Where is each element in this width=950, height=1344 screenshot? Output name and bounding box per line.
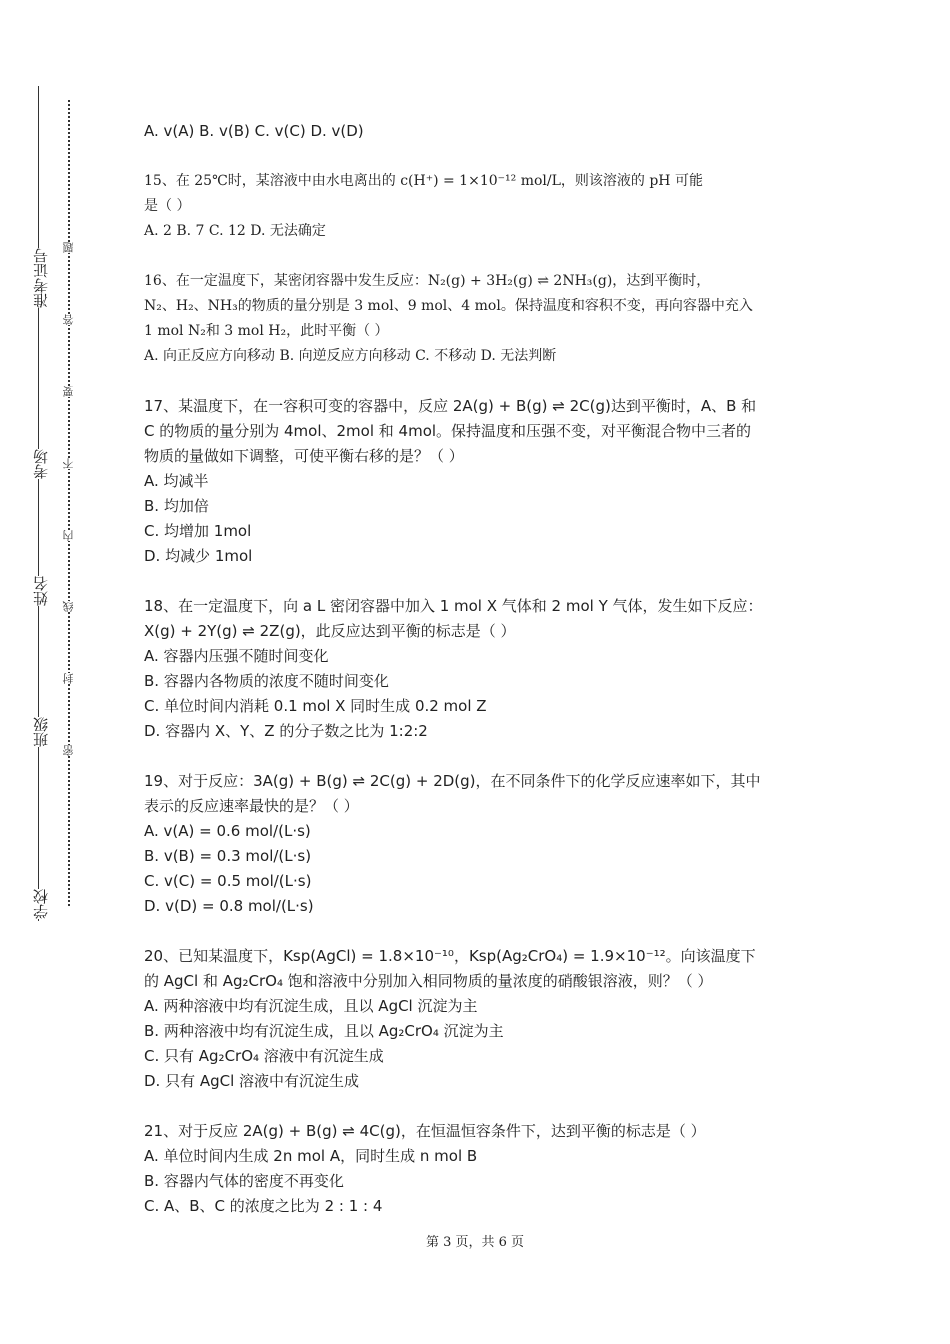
question-line: A. 均减半 [144, 472, 209, 490]
question-line: A. v(A) = 0.6 mol/(L·s) [144, 822, 311, 840]
question-line: 物质的量做如下调整，可使平衡右移的是？（ ） [144, 447, 464, 465]
question-line: B. 容器内各物质的浓度不随时间变化 [144, 672, 389, 690]
question-line: C 的物质的量分别为 4mol、2mol 和 4mol。保持温度和压强不变，对平衡混合物中三者的 [144, 422, 752, 440]
seal-char: 题 [62, 242, 75, 253]
blank-line [144, 919, 816, 944]
question-line: C. 只有 Ag₂CrO₄ 溶液中有沉淀生成 [144, 1047, 384, 1065]
question-line: D. v(D) = 0.8 mol/(L·s) [144, 897, 314, 915]
blank-line [144, 569, 816, 594]
question-line: 16、在一定温度下，某密闭容器中发生反应：N₂(g) + 3H₂(g) ⇌ 2NH₃(g)，达到平衡时， [144, 273, 711, 289]
question-line: 17、某温度下，在一容积可变的容器中，反应 2A(g) + B(g) ⇌ 2C(g)达到平衡时，A、B 和 [144, 397, 757, 415]
seal-char: 密 [62, 745, 75, 756]
seal-char: 线 [62, 601, 75, 612]
question-line: C. v(C) = 0.5 mol/(L·s) [144, 872, 312, 890]
question-line: 20、已知某温度下，Ksp(AgCl) = 1.8×10⁻¹⁰，Ksp(Ag₂CrO₄) = 1.9×10⁻¹²。向该温度下 [144, 947, 756, 965]
seal-char: 封 [62, 673, 75, 684]
seal-char: 不 [62, 458, 75, 469]
school-label: 学校 [32, 889, 50, 919]
exam-room-label: 考场 [32, 449, 50, 479]
class-label: 班级 [32, 717, 50, 747]
question-line: B. 容器内气体的密度不再变化 [144, 1172, 344, 1190]
question-line: D. 均减少 1mol [144, 547, 253, 565]
question-line: B. v(B) = 0.3 mol/(L·s) [144, 847, 312, 865]
question-line: X(g) + 2Y(g) ⇌ 2Z(g)，此反应达到平衡的标志是（ ） [144, 622, 516, 640]
question-line: A. 向正反应方向移动 B. 向逆反应方向移动 C. 不移动 D. 无法判断 [144, 348, 557, 364]
question-line: 表示的反应速率最快的是？（ ） [144, 797, 359, 815]
question-line: B. 均加倍 [144, 497, 209, 515]
question-line: 19、对于反应：3A(g) + B(g) ⇌ 2C(g) + 2D(g)，在不同条件下的化学反应速率如下，其中 [144, 772, 761, 790]
question-line: 15、在 25℃时，某溶液中由水电离出的 c(H⁺) = 1×10⁻¹² mol/L，则该溶液的 pH 可能 [144, 173, 703, 189]
question-line: 的 AgCl 和 Ag₂CrO₄ 饱和溶液中分别加入相同物质的量浓度的硝酸银溶液，则？（ ） [144, 972, 713, 990]
question-line: A. 容器内压强不随时间变化 [144, 647, 329, 665]
blank-line [144, 744, 816, 769]
blank-line [144, 144, 816, 169]
question-line: 21、对于反应 2A(g) + B(g) ⇌ 4C(g)，在恒温恒容条件下，达到平衡的标志是（ ） [144, 1122, 706, 1140]
question-line: 1 mol N₂和 3 mol H₂，此时平衡（ ） [144, 323, 389, 339]
seal-char: 要 [62, 386, 75, 397]
blank-line [144, 369, 816, 394]
exam-question-body [144, 119, 816, 1219]
question-line: D. 容器内 X、Y、Z 的分子数之比为 1:2:2 [144, 722, 428, 740]
question-line: A. 2 B. 7 C. 12 D. 无法确定 [144, 223, 326, 239]
question-line: C. 单位时间内消耗 0.1 mol X 同时生成 0.2 mol Z [144, 697, 487, 715]
question-line: 是（ ） [144, 198, 191, 214]
binding-solid-line [38, 86, 39, 921]
seal-char: 答 [62, 314, 75, 325]
question-line: A. 两种溶液中均有沉淀生成，且以 AgCl 沉淀为主 [144, 997, 478, 1015]
question-line: A. 单位时间内生成 2n mol A，同时生成 n mol B [144, 1147, 478, 1165]
seal-char: 内 [62, 530, 75, 541]
question-line: D. 只有 AgCl 溶液中有沉淀生成 [144, 1072, 360, 1090]
blank-line [144, 1094, 816, 1119]
question-line: N₂、H₂、NH₃的物质的量分别是 3 mol、9 mol、4 mol。保持温度和容积不变，再向容器中充入 [144, 298, 753, 314]
seal-dotted-line [68, 100, 70, 906]
admission-number-label: 准考证号 [32, 248, 50, 308]
question-line: A. v(A) B. v(B) C. v(C) D. v(D) [144, 122, 364, 140]
page-footer: 第 3 页，共 6 页 [425, 1235, 525, 1250]
question-line: 18、在一定温度下，向 a L 密闭容器中加入 1 mol X 气体和 2 mol Y 气体，发生如下反应： [144, 597, 763, 615]
question-line: B. 两种溶液中均有沉淀生成，且以 Ag₂CrO₄ 沉淀为主 [144, 1022, 504, 1040]
question-line: C. A、B、C 的浓度之比为 2 : 1 : 4 [144, 1197, 383, 1215]
question-line: C. 均增加 1mol [144, 522, 252, 540]
blank-line [144, 244, 816, 269]
student-name-label: 姓名 [32, 576, 50, 606]
